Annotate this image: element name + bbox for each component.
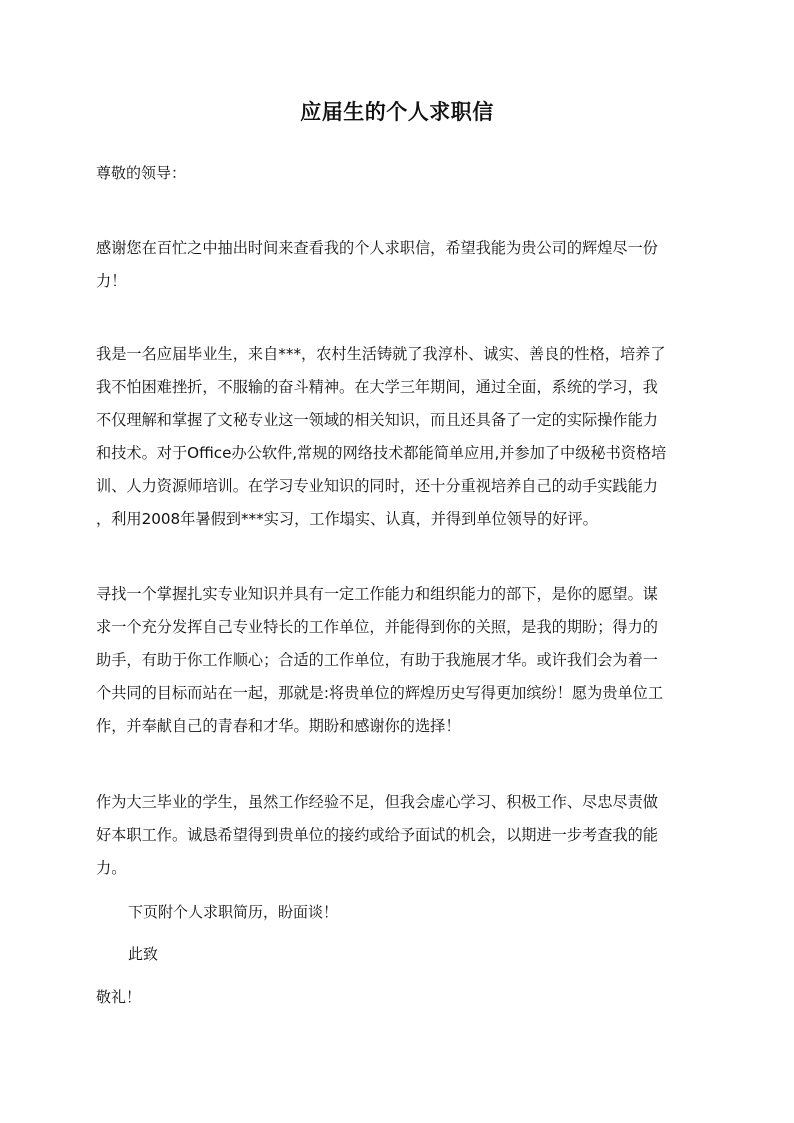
paragraph-self-intro	[96, 338, 696, 536]
paragraph-line: 感谢您在百忙之中抽出时间来查看我的个人求职信，希望我能为贵公司的辉煌尽一份	[96, 239, 658, 257]
paragraph-line: 和技术。对于Office办公软件,常规的网络技术都能简单应用,并参加了中级秘书资格培	[96, 444, 667, 462]
paragraph-line: 好本职工作。诚恳希望得到贵单位的接约或给予面试的机会，以期进一步考查我的能	[96, 826, 658, 844]
paragraph-line: 作为大三毕业的学生，虽然工作经验不足，但我会虚心学习、积极工作、尽忠尽责做	[96, 793, 658, 811]
closing-jingli: 敬礼！	[96, 988, 142, 1006]
document-title: 应届生的个人求职信	[300, 99, 494, 124]
paragraph-line: 不仅理解和掌握了文秘专业这一领域的相关知识，而且还具备了一定的实际操作能力	[96, 411, 658, 429]
closing-cizhi: 此致	[128, 945, 159, 963]
paragraph-thanks	[96, 232, 696, 298]
paragraph-line: 力！	[96, 272, 127, 290]
paragraph-line: ，利用2008年暑假到***实习，工作塌实、认真，并得到单位领导的好评。	[96, 510, 598, 528]
paragraph-line: 作，并奉献自己的青春和才华。期盼和感谢你的选择！	[96, 717, 461, 735]
paragraph-line: 寻找一个掌握扎实专业知识并具有一定工作能力和组织能力的部下，是你的愿望。谋	[96, 585, 658, 603]
paragraph-line: 助手，有助于你工作顺心；合适的工作单位，有助于我施展才华。或许我们会为着一	[96, 651, 658, 669]
paragraph-line: 求一个充分发挥自己专业特长的工作单位，并能得到你的关照，是我的期盼；得力的	[96, 618, 658, 636]
paragraph-line: 我是一名应届毕业生，来自***，农村生活铸就了我淳朴、诚实、善良的性格，培养了	[96, 345, 666, 363]
paragraph-line: 个共同的目标而站在一起，那就是:将贵单位的辉煌历史写得更加缤纷！愿为贵单位工	[96, 684, 664, 702]
resume-note: 下页附个人求职简历，盼面谈！	[128, 903, 339, 921]
paragraph-line: 我不怕困难挫折，不服输的奋斗精神。在大学三年期间，通过全面，系统的学习，我	[96, 378, 658, 396]
paragraph-line: 力。	[96, 859, 127, 877]
paragraph-request	[96, 786, 696, 885]
salutation: 尊敬的领导：	[96, 164, 187, 182]
paragraph-line: 训、人力资源师培训。在学习专业知识的同时，还十分重视培养自己的动手实践能力	[96, 477, 658, 495]
paragraph-aspiration	[96, 578, 696, 743]
